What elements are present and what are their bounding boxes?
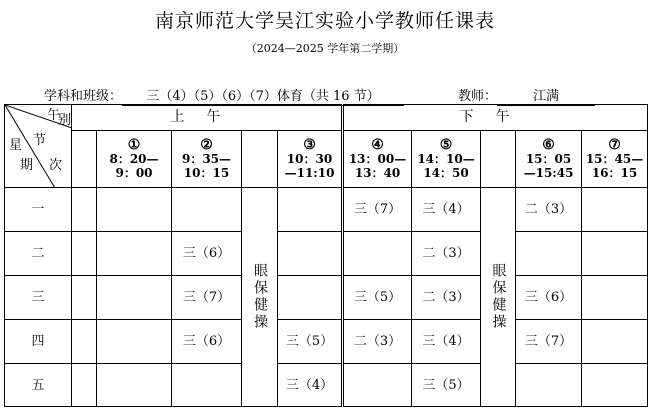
period-time: 14：10— 14：50 bbox=[417, 152, 475, 180]
schedule-cell bbox=[97, 364, 172, 407]
period-header bbox=[97, 131, 172, 188]
schedule-cell: 三（7） bbox=[516, 320, 582, 364]
period-time: 8：20— 9：00 bbox=[109, 152, 159, 180]
day-label: 二 bbox=[5, 232, 72, 276]
schedule-cell: 三（7） bbox=[343, 188, 412, 232]
schedule-cell: 三（5） bbox=[278, 320, 343, 364]
period-header bbox=[516, 131, 582, 188]
schedule-cell: 二（3） bbox=[412, 232, 481, 276]
subject-info bbox=[44, 85, 404, 106]
schedule-cell: 三（7） bbox=[172, 276, 242, 320]
period-time: 15：05 —15:45 bbox=[523, 152, 574, 180]
period-header bbox=[172, 131, 242, 188]
period-number: ② bbox=[200, 137, 213, 153]
schedule-cell: 三（6） bbox=[172, 320, 242, 364]
day-row bbox=[5, 232, 648, 276]
period-time: 13：00— 13：40 bbox=[348, 152, 407, 180]
schedule-cell bbox=[582, 276, 648, 320]
blank-cell bbox=[72, 364, 97, 407]
period-number: ⑤ bbox=[439, 137, 453, 153]
schedule-cell: 三（5） bbox=[412, 364, 481, 407]
schedule-cell: 二（3） bbox=[516, 188, 582, 232]
half-day-row bbox=[5, 105, 648, 131]
blank-cell bbox=[72, 320, 97, 364]
schedule-cell bbox=[582, 188, 648, 232]
morning-header: 上午 bbox=[72, 105, 343, 131]
period-header bbox=[278, 131, 343, 188]
teacher-label: 教师： bbox=[458, 89, 498, 104]
period-number: ③ bbox=[303, 137, 316, 153]
day-row bbox=[5, 276, 648, 320]
schedule-cell bbox=[516, 364, 582, 407]
eye-exercise-label: 眼保健操 bbox=[490, 263, 507, 331]
header-corner-cell bbox=[5, 105, 72, 188]
day-label: 三 bbox=[5, 276, 72, 320]
blank-cell bbox=[72, 276, 97, 320]
period-number: ④ bbox=[371, 137, 384, 153]
schedule-cell bbox=[516, 232, 582, 276]
subject-value: 三（4）（5）（6）（7）体育（共 16 节） bbox=[122, 89, 404, 106]
period-number: ⑦ bbox=[608, 137, 621, 153]
period-time: 15：45— 16：15 bbox=[585, 152, 644, 180]
corner-label: 期 bbox=[20, 158, 34, 173]
schedule-cell bbox=[582, 320, 648, 364]
afternoon-header: 下午 bbox=[343, 105, 648, 131]
eye-exercise-cell bbox=[242, 188, 278, 407]
schedule-cell: 三（6） bbox=[172, 232, 242, 276]
schedule-cell bbox=[278, 276, 343, 320]
schedule-cell bbox=[582, 364, 648, 407]
day-label: 五 bbox=[5, 364, 72, 407]
schedule-cell: 三（5） bbox=[343, 276, 412, 320]
schedule-cell bbox=[97, 188, 172, 232]
schedule-cell bbox=[278, 188, 343, 232]
schedule-cell: 三（4） bbox=[412, 188, 481, 232]
schedule-table bbox=[4, 104, 648, 407]
period-header bbox=[412, 131, 481, 188]
day-row bbox=[5, 364, 648, 407]
schedule-cell bbox=[343, 364, 412, 407]
schedule-cell: 三（4） bbox=[412, 320, 481, 364]
schedule-cell bbox=[97, 320, 172, 364]
schedule-cell bbox=[97, 232, 172, 276]
day-row bbox=[5, 188, 648, 232]
blank-cell bbox=[72, 188, 97, 232]
schedule-cell: 二（3） bbox=[412, 276, 481, 320]
corner-label: 别 bbox=[58, 113, 72, 128]
subject-label: 学科和班级： bbox=[44, 89, 123, 104]
teacher-info bbox=[458, 85, 595, 106]
eye-exercise-label: 眼保健操 bbox=[252, 263, 268, 331]
period-number: ⑥ bbox=[542, 137, 555, 153]
period-header bbox=[343, 131, 412, 188]
schedule-cell: 二（3） bbox=[343, 320, 412, 364]
period-row bbox=[5, 131, 648, 188]
page-subtitle: （2024—2025 学年第二学期） bbox=[245, 42, 405, 55]
schedule-cell bbox=[582, 232, 648, 276]
day-label: 四 bbox=[5, 320, 72, 364]
schedule-cell bbox=[172, 364, 242, 407]
corner-label: 节 bbox=[33, 133, 47, 148]
blank-cell bbox=[72, 131, 97, 188]
schedule-cell bbox=[97, 276, 172, 320]
eye-exercise-cell bbox=[481, 188, 516, 407]
period-time: 9：35— 10：15 bbox=[181, 152, 232, 180]
schedule-cell bbox=[172, 188, 242, 232]
period-header bbox=[582, 131, 648, 188]
day-label: 一 bbox=[5, 188, 72, 232]
schedule-cell: 三（4） bbox=[278, 364, 343, 407]
page-title: 南京师范大学吴江实验小学教师任课表 bbox=[154, 10, 495, 32]
teacher-value: 江满 bbox=[497, 89, 595, 106]
corner-label: 星 bbox=[9, 138, 23, 153]
corner-label: 午 bbox=[47, 108, 61, 123]
corner-label: 次 bbox=[49, 158, 63, 173]
blank-cell bbox=[72, 232, 97, 276]
period-time: 10：30 —11:10 bbox=[284, 152, 335, 180]
day-row bbox=[5, 320, 648, 364]
schedule-cell: 三（6） bbox=[516, 276, 582, 320]
schedule-cell bbox=[278, 232, 343, 276]
blank-cell bbox=[242, 131, 278, 188]
schedule-cell bbox=[343, 232, 412, 276]
period-number: ① bbox=[127, 137, 141, 153]
blank-cell bbox=[481, 131, 516, 188]
